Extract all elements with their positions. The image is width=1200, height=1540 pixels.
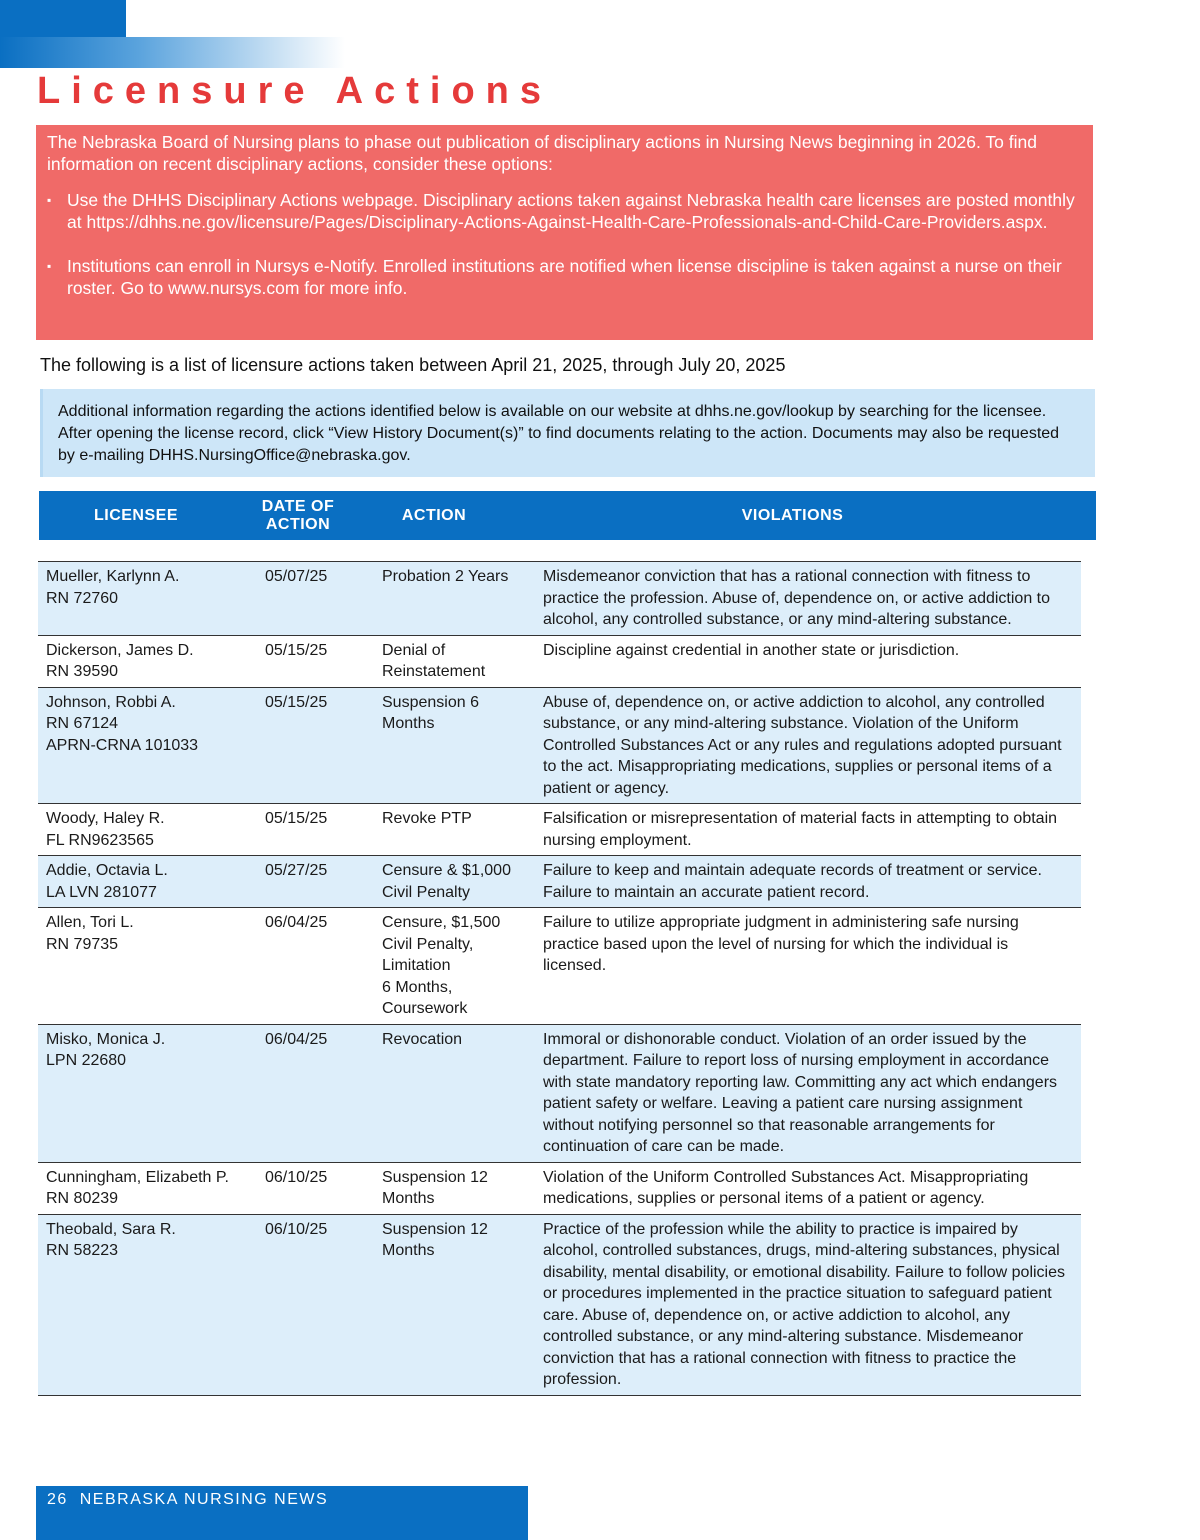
notice-list bbox=[47, 189, 1079, 299]
action-line: Censure, $1,500 bbox=[382, 914, 501, 931]
action-line: Limitation bbox=[382, 957, 451, 974]
table-row bbox=[38, 908, 1081, 1025]
action-line: Revoke PTP bbox=[382, 810, 472, 827]
license-number: LA LVN 281077 bbox=[46, 883, 157, 901]
licensee-cell bbox=[38, 692, 257, 800]
date-cell: 06/10/25 bbox=[265, 1220, 328, 1238]
action-cell bbox=[374, 640, 535, 683]
licensee-cell bbox=[38, 640, 257, 683]
action-cell bbox=[374, 1029, 535, 1158]
violations-cell: Abuse of, dependence on, or active addiction to alcohol, any controlled substance, or any mind-altering substance. Violation of the Uniform Controlled Substances Act or any rules and regulations adopted pursuant to the act. Misappropriating medications, supplies or personal items of a patient or agency. bbox=[543, 693, 1062, 797]
table-row bbox=[38, 1163, 1081, 1215]
action-line: Denial of bbox=[382, 641, 446, 659]
action-cell bbox=[374, 1219, 535, 1391]
action-cell bbox=[374, 566, 535, 631]
table-row bbox=[38, 1025, 1081, 1163]
notice-intro: The Nebraska Board of Nursing plans to phase out publication of disciplinary actions in Nursing News beginning in 2026. To find information on recent disciplinary actions, consider these options: bbox=[47, 132, 1037, 174]
licensee-name: Cunningham, Elizabeth P. bbox=[46, 1168, 229, 1186]
notice-item-text: Use the DHHS Disciplinary Actions webpage. Disciplinary actions taken against Nebraska health care licenses are posted monthly at https://dhhs.ne.gov/licensure/Pages/Disciplinary-Actions-Against-Health-Care-Professionals-and-Child-Care-Providers.aspx. bbox=[67, 190, 1075, 232]
bullet-icon: ▪ bbox=[47, 259, 52, 273]
violations-cell: Violation of the Uniform Controlled Substances Act. Misappropriating medications, supplies or personal items of a patient or agency. bbox=[543, 1168, 1029, 1207]
publication-name: NEBRASKA NURSING NEWS bbox=[79, 1491, 329, 1508]
date-range-intro: The following is a list of licensure actions taken between April 21, 2025, through July 20, 2025 bbox=[40, 355, 786, 375]
licensee-cell bbox=[38, 1029, 257, 1158]
licensee-cell bbox=[38, 566, 257, 631]
action-line: Suspension 12 bbox=[382, 1168, 488, 1186]
licensee-cell bbox=[38, 1167, 257, 1210]
date-cell: 05/07/25 bbox=[265, 568, 328, 585]
license-number: RN 72760 bbox=[46, 589, 119, 607]
bullet-icon: ▪ bbox=[47, 193, 52, 207]
table-row bbox=[38, 804, 1081, 856]
license-number: LPN 22680 bbox=[46, 1052, 127, 1069]
action-line: Revocation bbox=[382, 1030, 463, 1048]
license-number: RN 80239 bbox=[46, 1190, 119, 1207]
date-cell: 05/15/25 bbox=[265, 810, 328, 827]
action-line: Civil Penalty bbox=[382, 883, 471, 901]
action-line: Months bbox=[382, 1190, 435, 1207]
notice-item bbox=[47, 255, 1079, 299]
licensee-name: Woody, Haley R. bbox=[46, 810, 165, 827]
licensee-name: Mueller, Karlynn A. bbox=[46, 568, 180, 585]
violations-cell: Failure to keep and maintain adequate records of treatment or service. Failure to maintain an accurate patient record. bbox=[543, 862, 1042, 901]
action-line: Coursework bbox=[382, 1000, 468, 1017]
action-line: Civil Penalty, bbox=[382, 935, 474, 953]
violations-cell: Failure to utilize appropriate judgment in administering safe nursing practice based upon the level of nursing for which the individual is licensed. bbox=[543, 914, 1019, 974]
page-title: Licensure Actions bbox=[37, 70, 553, 112]
violations-cell: Falsification or misrepresentation of material facts in attempting to obtain nursing employment. bbox=[543, 810, 1058, 849]
header-date-line: DATE OF bbox=[261, 497, 335, 515]
header-licensee: LICENSEE bbox=[93, 506, 178, 524]
table-row bbox=[38, 856, 1081, 908]
licensee-name: Addie, Octavia L. bbox=[46, 862, 168, 879]
date-cell: 05/15/25 bbox=[265, 693, 328, 711]
notice-item-text: Institutions can enroll in Nursys e-Notify. Enrolled institutions are notified when license discipline is taken against a nurse on their roster. Go to www.nursys.com for more info. bbox=[67, 256, 1062, 298]
top-gradient-bar bbox=[0, 37, 345, 68]
license-number: RN 67124 bbox=[46, 715, 119, 732]
action-cell bbox=[374, 912, 535, 1020]
page-number: 26 bbox=[47, 1491, 68, 1508]
header-date bbox=[233, 498, 363, 534]
table-header bbox=[39, 491, 1096, 540]
licensee-name: Johnson, Robbi A. bbox=[46, 693, 176, 711]
table-row bbox=[38, 636, 1081, 688]
table-row bbox=[38, 562, 1081, 636]
action-line: Months bbox=[382, 1242, 435, 1259]
header-date-line: ACTION bbox=[265, 515, 331, 533]
licensee-name: Allen, Tori L. bbox=[46, 914, 134, 931]
license-number: RN 39590 bbox=[46, 663, 119, 680]
date-cell: 06/10/25 bbox=[265, 1168, 328, 1186]
violations-cell: Immoral or dishonorable conduct. Violation of an order issued by the department. Failure to report loss of nursing employment in accordance with state mandatory reporting law. Committing any act which endangers patient safety or welfare. Leaving a patient care nursing assignment without notifying personnel so that reasonable arrangements for continuation of care can be made. bbox=[543, 1030, 1058, 1155]
header-violations: VIOLATIONS bbox=[741, 506, 844, 524]
violations-cell: Misdemeanor conviction that has a rational connection with fitness to practice the profession. Abuse of, dependence on, or active addiction to alcohol, any controlled substance, or any mind-altering substance. bbox=[543, 568, 1050, 628]
licensee-name: Theobald, Sara R. bbox=[46, 1220, 176, 1238]
notice-item bbox=[47, 189, 1079, 233]
violations-cell: Discipline against credential in another state or jurisdiction. bbox=[543, 641, 960, 659]
licensee-name: Dickerson, James D. bbox=[46, 641, 194, 659]
action-cell bbox=[374, 692, 535, 800]
date-cell: 05/27/25 bbox=[265, 862, 328, 879]
actions-table-body bbox=[38, 561, 1081, 1396]
action-cell bbox=[374, 808, 535, 851]
licensee-cell bbox=[38, 860, 257, 903]
licensee-cell bbox=[38, 912, 257, 1020]
license-number: APRN-CRNA 101033 bbox=[46, 736, 199, 754]
action-line: Months bbox=[382, 715, 435, 732]
action-cell bbox=[374, 1167, 535, 1210]
licensee-cell bbox=[38, 1219, 257, 1391]
header-action: ACTION bbox=[401, 506, 467, 524]
date-cell: 06/04/25 bbox=[265, 1030, 328, 1048]
table-row bbox=[38, 688, 1081, 805]
page-footer bbox=[36, 1486, 528, 1540]
date-cell: 05/15/25 bbox=[265, 641, 328, 659]
action-line: Suspension 6 bbox=[382, 693, 479, 711]
date-cell: 06/04/25 bbox=[265, 914, 328, 931]
action-line: 6 Months, bbox=[382, 978, 453, 996]
license-number: RN 79735 bbox=[46, 935, 119, 953]
license-number: FL RN9623565 bbox=[46, 831, 154, 849]
action-cell bbox=[374, 860, 535, 903]
action-line: Reinstatement bbox=[382, 663, 486, 680]
info-box: Additional information regarding the actions identified below is available on our website at dhhs.ne.gov/lookup by searching for the licensee. After opening the license record, click “View History Document(s)” to find documents relating to the action. Documents may also be requested by e-mailing DHHS.NursingOffice@nebraska.gov. bbox=[40, 389, 1095, 477]
action-line: Suspension 12 bbox=[382, 1220, 488, 1238]
licensee-name: Misko, Monica J. bbox=[46, 1030, 166, 1048]
action-line: Probation 2 Years bbox=[382, 568, 509, 585]
action-line: Censure & $1,000 bbox=[382, 862, 511, 879]
license-number: RN 58223 bbox=[46, 1242, 119, 1259]
table-row bbox=[38, 1215, 1081, 1396]
notice-box bbox=[36, 125, 1093, 340]
violations-cell: Practice of the profession while the ability to practice is impaired by alcohol, controlled substances, drugs, mind-altering substances, physical disability, mental disability, or emotional disability. Failure to follow policies or procedures implemented in the practice situation to safeguard patient care. Abuse of, dependence on, or active addiction to alcohol, any controlled substance, or any mind-altering substance. Misdemeanor conviction that has a rational connection with fitness to practice the profession. bbox=[543, 1220, 1065, 1388]
licensee-cell bbox=[38, 808, 257, 851]
